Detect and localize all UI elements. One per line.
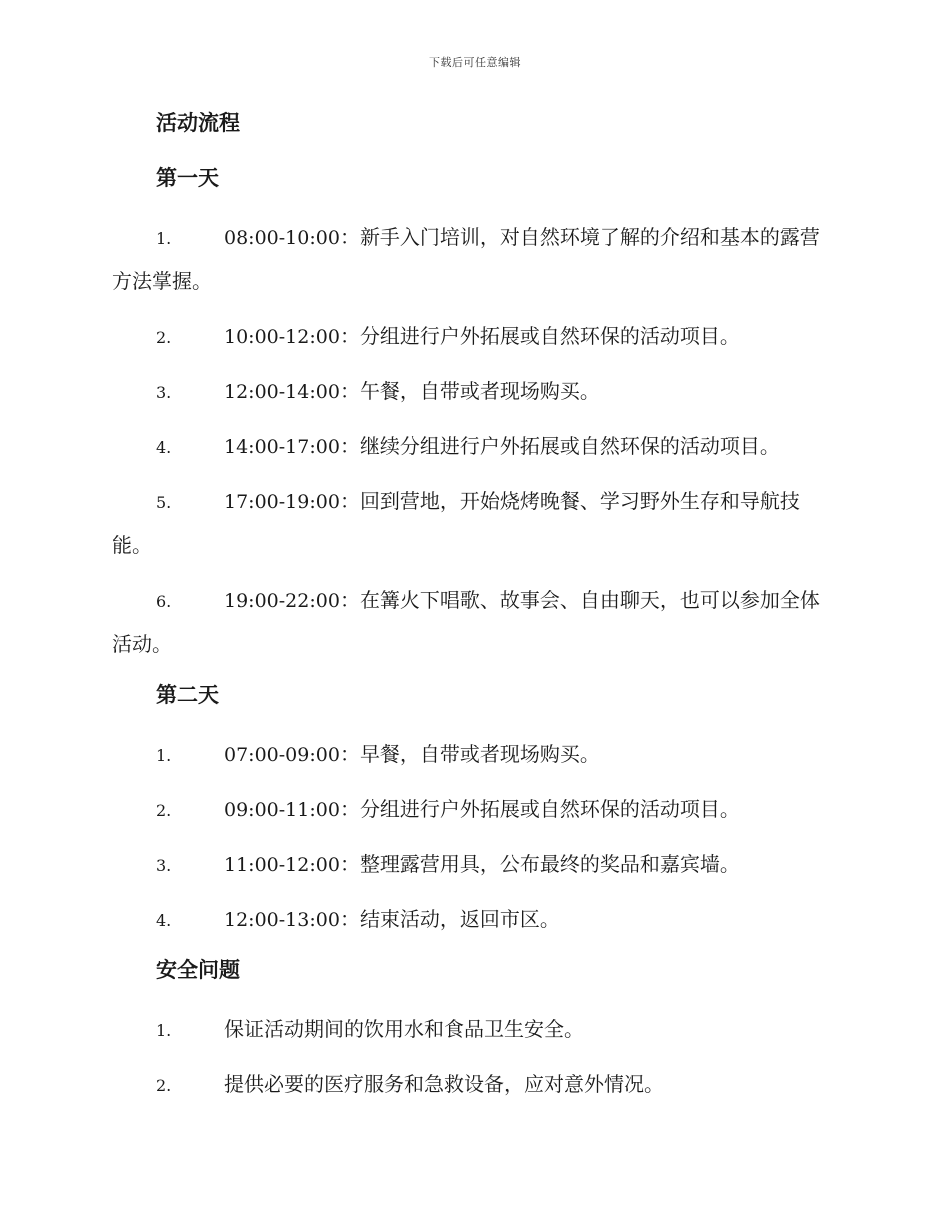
list-item — [112, 579, 828, 666]
item-time: 14:00-17:00 — [224, 436, 340, 458]
list-item — [112, 733, 828, 776]
item-number: 1. — [156, 746, 172, 765]
item-text: 在篝火下唱歌、故事会、自由聊天，也可以参加全体活动。 — [112, 588, 820, 656]
day2-title: 第二天 — [156, 682, 219, 707]
item-number: 4. — [156, 911, 172, 930]
item-number: 3. — [156, 383, 172, 402]
list-item — [112, 788, 828, 831]
item-text: 整理露营用具，公布最终的奖品和嘉宾墙。 — [359, 852, 740, 876]
item-time: 10:00-12:00 — [224, 326, 340, 348]
item-separator: ： — [339, 324, 360, 348]
item-time: 17:00-19:00 — [224, 491, 340, 513]
item-separator: ： — [339, 797, 360, 821]
item-text: 午餐，自带或者现场购买。 — [359, 379, 600, 403]
item-separator: ： — [339, 434, 360, 458]
item-number: 2. — [156, 801, 172, 820]
list-item — [112, 370, 828, 413]
day1-title: 第一天 — [156, 165, 219, 190]
item-text: 结束活动，返回市区。 — [359, 907, 560, 931]
item-text: 新手入门培训，对自然环境了解的介绍和基本的露营方法掌握。 — [112, 225, 820, 293]
item-time: 09:00-11:00 — [224, 799, 340, 821]
item-time: 12:00-13:00 — [224, 909, 340, 931]
list-item — [112, 1008, 828, 1051]
item-number: 1. — [156, 229, 172, 248]
item-text: 提供必要的医疗服务和急救设备，应对意外情况。 — [224, 1072, 664, 1096]
item-number: 1. — [156, 1021, 172, 1040]
list-item — [112, 315, 828, 358]
item-separator: ： — [339, 907, 360, 931]
item-time: 08:00-10:00 — [224, 227, 340, 249]
item-number: 6. — [156, 592, 172, 611]
list-item — [112, 480, 828, 567]
item-separator: ： — [339, 588, 360, 612]
list-item — [112, 843, 828, 886]
item-number: 4. — [156, 438, 172, 457]
header-note: 下载后可任意编辑 — [429, 56, 521, 69]
item-text: 回到营地，开始烧烤晚餐、学习野外生存和导航技能。 — [112, 489, 800, 557]
item-time: 11:00-12:00 — [224, 854, 340, 876]
item-number: 5. — [156, 493, 172, 512]
item-time: 19:00-22:00 — [224, 590, 340, 612]
section-title-process: 活动流程 — [156, 110, 240, 135]
list-item — [112, 425, 828, 468]
item-separator: ： — [339, 225, 360, 249]
item-separator: ： — [339, 852, 360, 876]
list-item — [112, 216, 828, 303]
item-number: 2. — [156, 328, 172, 347]
item-time: 07:00-09:00 — [224, 744, 340, 766]
item-separator: ： — [339, 742, 360, 766]
item-number: 2. — [156, 1076, 172, 1095]
list-item — [112, 1063, 828, 1106]
document-body — [112, 106, 828, 1118]
item-text: 分组进行户外拓展或自然环保的活动项目。 — [359, 324, 740, 348]
item-separator: ： — [339, 489, 360, 513]
item-text: 分组进行户外拓展或自然环保的活动项目。 — [359, 797, 740, 821]
item-text: 继续分组进行户外拓展或自然环保的活动项目。 — [359, 434, 780, 458]
item-number: 3. — [156, 856, 172, 875]
section-title-safety: 安全问题 — [156, 957, 240, 982]
item-text: 早餐，自带或者现场购买。 — [359, 742, 600, 766]
item-time: 12:00-14:00 — [224, 381, 340, 403]
list-item — [112, 898, 828, 941]
item-text: 保证活动期间的饮用水和食品卫生安全。 — [224, 1017, 584, 1041]
item-separator: ： — [339, 379, 360, 403]
